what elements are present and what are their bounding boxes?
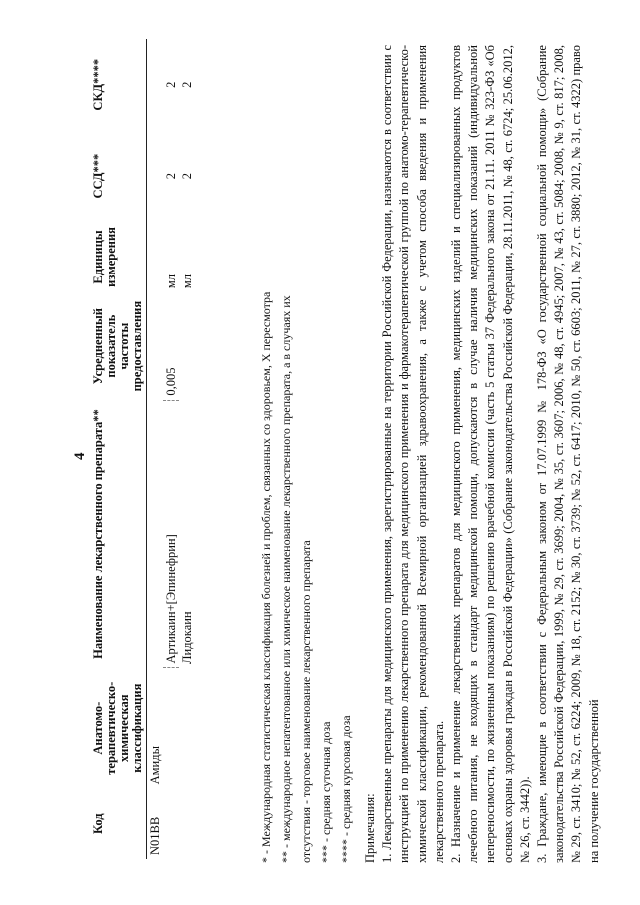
cell-frequency: 0,005 (163, 292, 179, 400)
footnote: ** - международное непатентованное или химическое наименование лекарственного препарата, а в случаях их (279, 295, 293, 863)
table-header-row (92, 39, 146, 859)
table-row (179, 39, 195, 859)
cell-code: N01BB (147, 816, 162, 855)
table-row (146, 39, 163, 859)
header-atc: Анатомо-терапевтическо-химическая классификация (92, 668, 146, 788)
header-unit: Единицы измерения (92, 222, 146, 292)
notes-title: Примечания: (363, 793, 377, 863)
cell-skd (146, 39, 163, 130)
footnotes (256, 203, 356, 863)
cell-skd: 2 (179, 81, 194, 88)
cell-atc: Амиды (147, 746, 162, 785)
cell-atc (163, 668, 179, 788)
footnote: * - Международная статистическая классификация болезней и проблем, связанных со здоровьем, X пересмотра (259, 291, 273, 863)
cell-ssd: 2 (163, 172, 178, 180)
cell-skd: 2 (163, 81, 178, 88)
note-item: 3. Граждане, имеющие в соответствии с Федеральным законом от 17.07.1999 № 178-ФЗ «О государственной социальной помощи» (Собрание законодательства Российской Федерации, 1999, № 29, ст. 3699; 2004, № 35, ст. 3607; 2006, № 48, ст. 4945; 2007, № 43, ст. 5084; 2008, № 9, ст. 817; 2008, № 29, ст. 3410; № 52, ст. 6224; 2009, № 18, ст. 2152; № 30, ст. 3739; № 52, ст. 6417; 2010, № 50, ст. 6603; 2011, № 27, ст. 3880; 2012, № 31, ст. 4322) право на получение государственной (535, 45, 601, 863)
cell-ssd (146, 130, 163, 221)
cell-ssd: 2 (179, 172, 194, 180)
footnote: отсутствия - торговое наименование лекарственного препарата (299, 540, 313, 863)
cell-unit (146, 222, 163, 292)
cell-code (179, 788, 195, 859)
note-item: 2. Назначение и применение лекарственных препаратов для медицинского применения, медицинских изделий и специализированных продуктов лечебного питания, не входящих в стандарт медицинской помощи, допускаются в случае наличия медицинских показаний (индивидуальной непереносимости, по жизненным показаниям) по решению врачебной комиссии (часть 5 статьи 37 Федерального закона от 21.11. 2011 № 323-ФЗ «Об основах охраны здоровья граждан в Российской Федерации» (Собрание законодательства Российской Федерации, 28.11.2011, № 48, ст. 6724; 25.06.2012, № 26, ст. 3442)). (449, 45, 532, 863)
footnote: **** - средняя курсовая доза (339, 715, 353, 863)
cell-drug-name: Лидокаин (179, 611, 194, 664)
cell-drug-name: Артикаин+[Эпинефрин] (163, 400, 179, 668)
header-frequency: Усредненный показатель частоты предоставления (92, 292, 146, 400)
table-row (163, 39, 179, 859)
cell-unit: мл (179, 273, 194, 289)
page-number: 4 (72, 452, 88, 460)
drug-table (92, 39, 195, 859)
header-skd: СКД**** (92, 39, 146, 130)
footnote: *** - средняя суточная доза (319, 721, 333, 863)
note-item: 1. Лекарственные препараты для медицинского применения, зарегистрированные на территории Российской Федерации, назначаются в соответствии с инструкцией по применению лекарственного препарата для медицинского применения и фармакотерапевтической группой по анатомо-терапевтическо-химической классификации, рекомендованной Всемирной организацией здравоохранения, а также с учетом способа введения и применения лекарственного препарата. (380, 45, 446, 863)
cell-frequency (146, 292, 163, 400)
cell-code (163, 788, 179, 859)
cell-atc (179, 668, 195, 788)
header-drug-name: Наименование лекарственного препарата** (92, 400, 146, 668)
header-code: Код (92, 788, 146, 859)
cell-frequency (179, 292, 195, 400)
cell-drug-name (146, 400, 163, 668)
cell-unit: мл (163, 273, 178, 289)
header-ssd: ССД*** (92, 130, 146, 221)
notes-section (362, 45, 603, 863)
